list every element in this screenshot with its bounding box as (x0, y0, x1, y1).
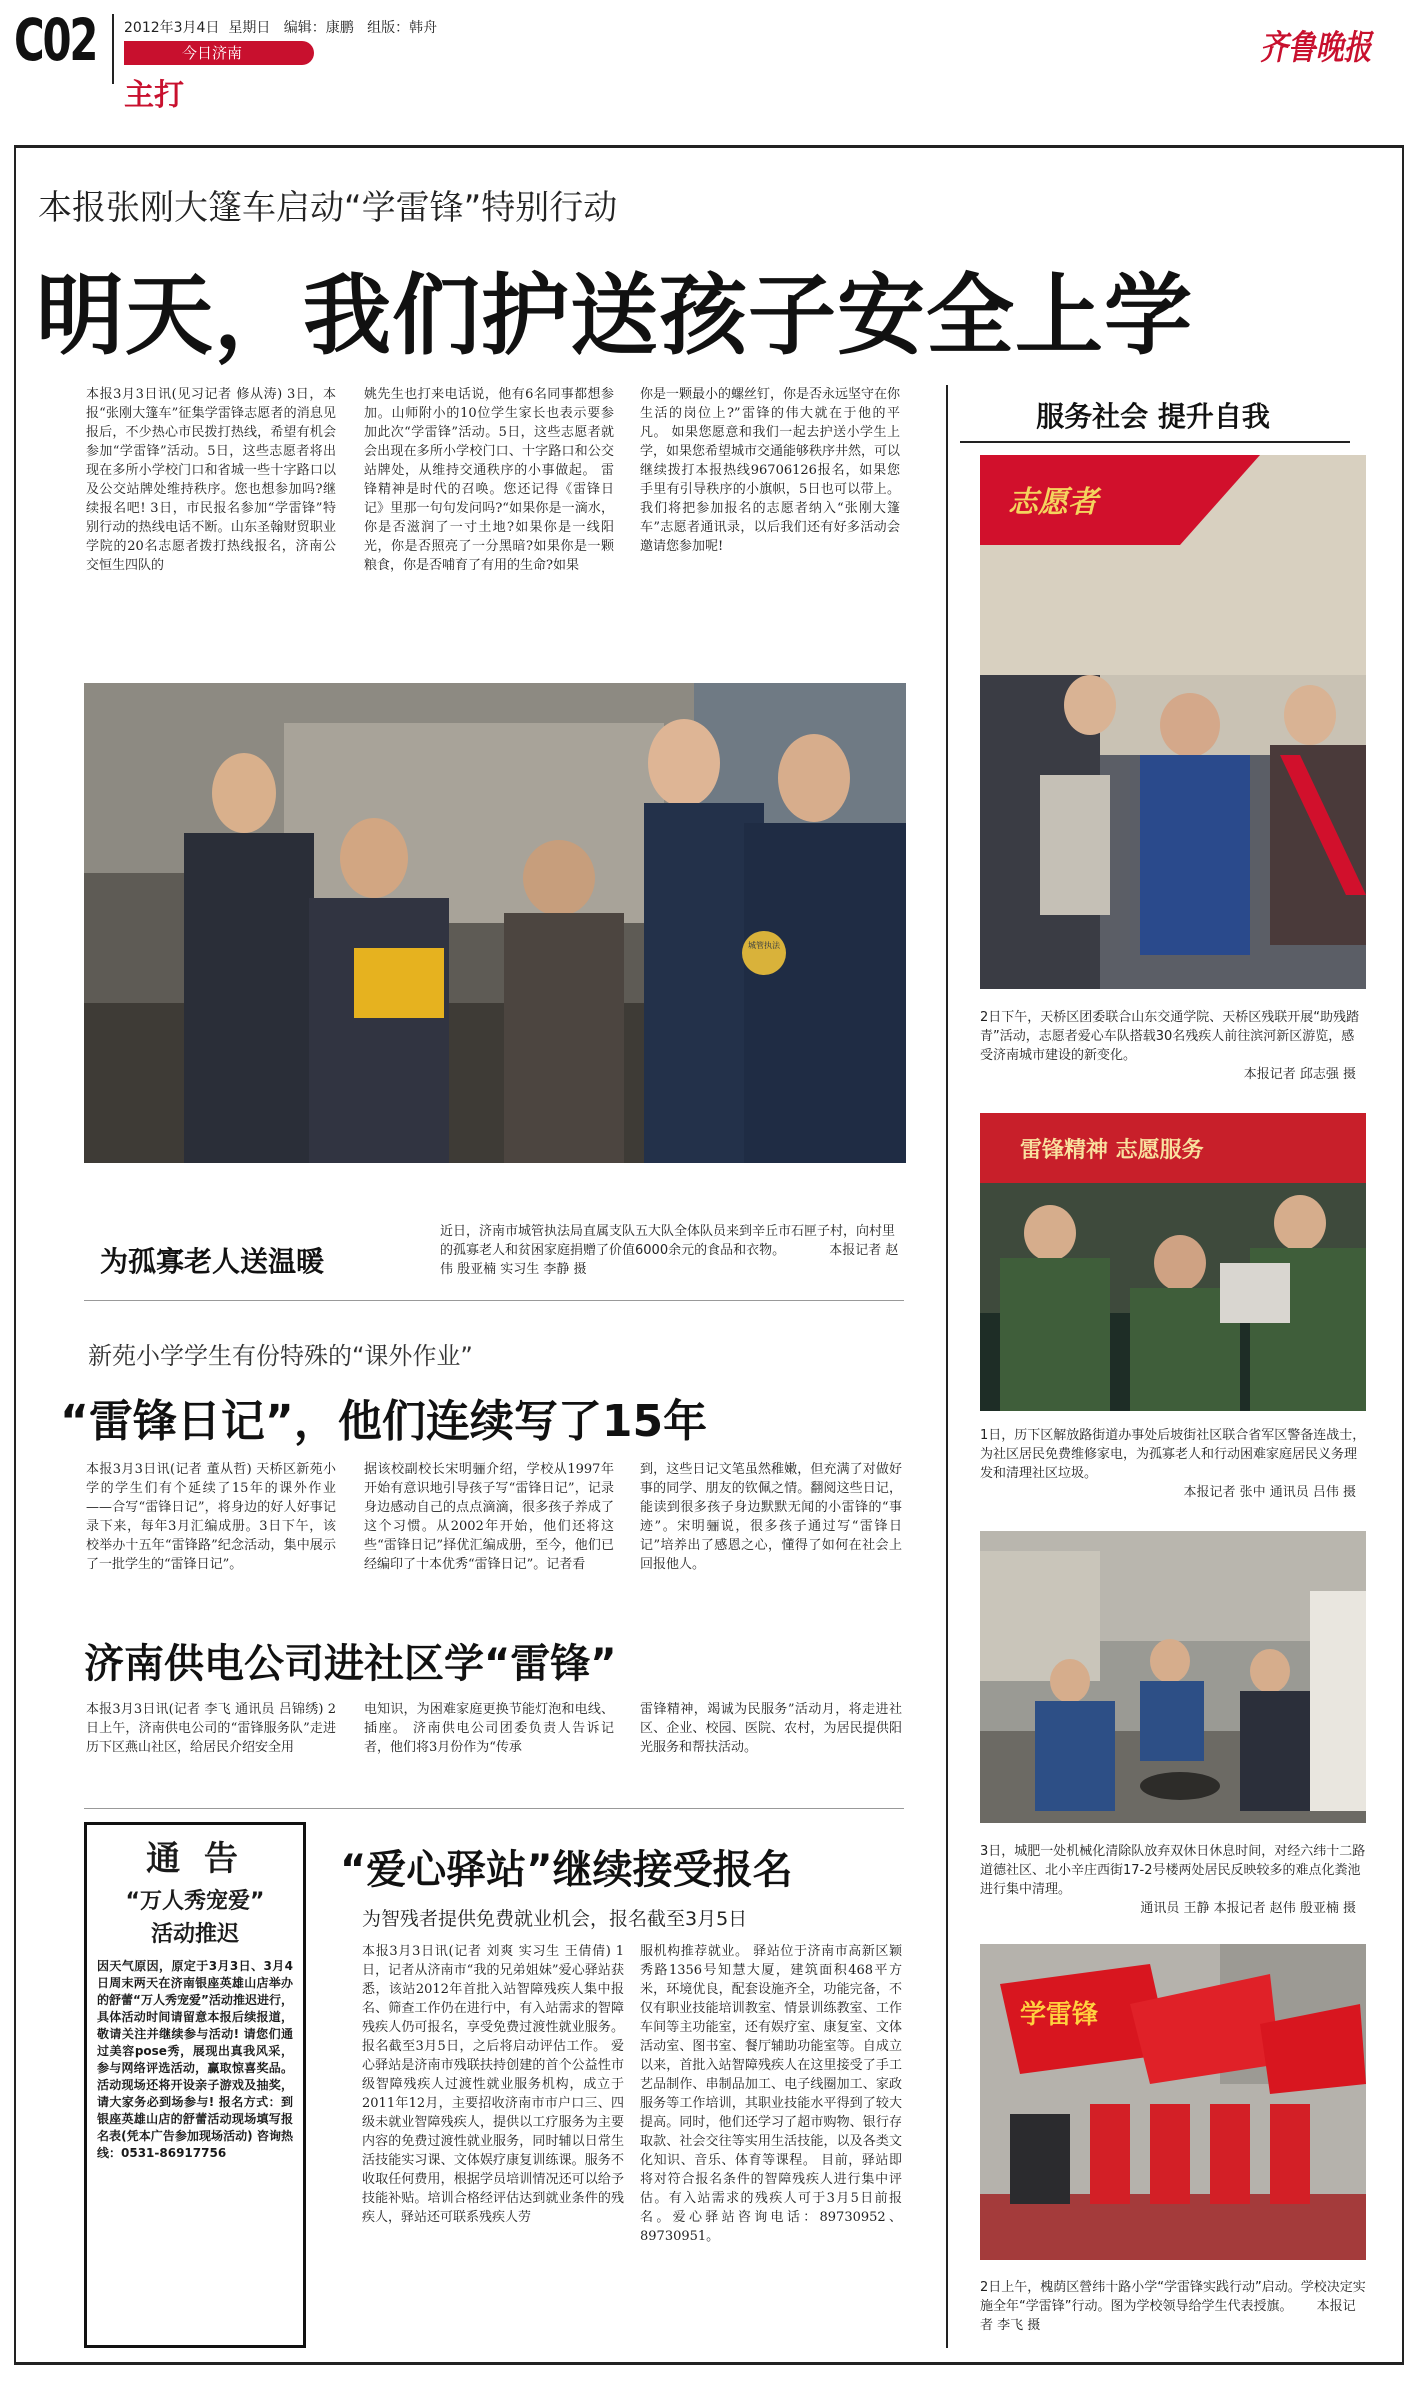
sidebar-credit-2: 本报记者 张中 通讯员 吕伟 摄 (1183, 1485, 1356, 1500)
sidebar-photo-1-banner: 志愿者 (1008, 485, 1098, 520)
sidebar-photo-4-banner: 学雷锋 (1020, 2000, 1099, 2030)
notice-body: 因天气原因，原定于3月3日、3月4日周末两天在济南银座英雄山店举办的舒蕾“万人秀宠爱”活动推迟进行，具体活动时间请留意本报后续报道，敬请关注并继续参与活动! 请您们通过美容pose秀，展现出真我风采，参与网络评选活动，赢取惊喜奖品。 活动现场还将开设亲子游戏及抽奖，请大家务必到场参与! 报名方式：到银座英雄山店的舒蕾活动现场填写报名表(凭本广告参加现场活动) 咨询热线：0531-86917756 (97, 1959, 293, 2160)
issue-weekday: 星期日 (228, 20, 271, 36)
diary-col-3: 到，这些日记文笔虽然稚嫩，但充满了对做好事的同学、朋友的钦佩之情。翻阅这些日记，能读到很多孩子身边默默无闻的小雷锋的“事迹”。宋明骊说，很多孩子通过写“雷锋日记”培养出了感恩之心，懂得了如何在社会上回报他人。 (640, 1462, 902, 1572)
lead-kicker: 本报张刚大篷车启动“学雷锋”特别行动 (38, 188, 618, 228)
sidebar-credit-4: 本报记者 李飞 摄 (980, 2299, 1356, 2333)
sidebar-photo-1 (980, 455, 1366, 989)
main-photo (84, 683, 906, 1163)
sidebar-caption-3-text: 3日，城肥一处机械化清除队放弃双休日休息时间，对经六纬十二路道德社区、北小辛庄西街17-2号楼两处居民反映较多的难点化粪池进行集中清理。 (980, 1844, 1366, 1897)
aixin-col-2: 服机构推荐就业。 驿站位于济南市高新区颖秀路1356号知慧大厦，建筑面积468平方米，环境优良，配套设施齐全，功能完备，不仅有职业技能培训教室、情景训练教室、工作车间等主功能室，还有娱疗室、康复室、文体活动室、图书室、餐厅辅助功能室等。自成立以来，首批入站智障残疾人在这里接受了手工艺品制作、串制品加工、电子线圈加工、家政服务等工作培训，其职业技能水平得到了较大提高。同时，他们还学习了超市购物、银行存取款、社会交往等实用生活技能，以及各类文化知识、音乐、体育等课程。 目前，驿站即将对符合报名条件的智障残疾人进行集中评估。有入站需求的残疾人可于3月5日前报名。爱心驿站咨询电话：89730952、89730951。 (640, 1944, 902, 2244)
power-col-2: 电知识，为困难家庭更换节能灯泡和电线、插座。 济南供电公司团委负责人告诉记者，他们将3月份作为“传承 (364, 1702, 614, 1755)
sidebar-title-rule (960, 441, 1350, 443)
sidebar-caption-2-text: 1日，历下区解放路街道办事处后坡街社区联合省军区警备连战士，为社区居民免费维修家电，为孤寡老人和行动困难家庭居民义务理发和清理社区垃圾。 (980, 1428, 1366, 1481)
power-col-1: 本报3月3日讯(记者 李飞 通讯员 吕锦绣) 2日上午，济南供电公司的“雷锋服务队”走进历下区燕山社区，给居民介绍安全用 (86, 1702, 336, 1755)
sidebar-credit-3: 通讯员 王静 本报记者 赵伟 殷亚楠 摄 (1140, 1901, 1356, 1916)
main-photo-image (84, 683, 906, 1163)
section-tag: 今日济南 (124, 41, 314, 65)
sidebar-photo-4-image (980, 1944, 1366, 2260)
lead-headline: 明天，我们护送孩子安全上学 (36, 264, 1194, 367)
sidebar-caption-1 (980, 1008, 1366, 1094)
aixin-col-1: 本报3月3日讯(记者 刘爽 实习生 王倩倩) 1日，记者从济南市“我的兄弟姐妹”爱心驿站获悉，该站2012年首批入站智障残疾人集中报名、筛查工作仍在进行中，有入站需求的智障残疾人仍可报名，享受免费过渡性就业服务。报名截至3月5日，之后将启动评估工作。 爱心驿站是济南市残联扶持创建的首个公益性市级智障残疾人过渡性就业服务机构，成立于2011年12月，主要招收济南市市户口三、四级未就业智障残疾人，提供以工疗服务为主要内容的免费过渡性就业服务，同时辅以日常生活技能实习课、文体娱疗康复训练课。服务不收取任何费用，根据学员培训情况还可以给予技能补贴。培训合格经评估达到就业条件的残疾人，驿站还可联系残疾人劳 (362, 1944, 624, 2225)
sidebar-photo-4 (980, 1944, 1366, 2260)
section-name: 主打 (124, 78, 184, 113)
main-photo-title: 为孤寡老人送温暖 (100, 1245, 325, 1278)
sidebar-credit-1: 本报记者 邱志强 摄 (1243, 1067, 1356, 1082)
page-right-rule (1402, 145, 1404, 2365)
sidebar-photo-3-image (980, 1531, 1366, 1823)
lead-col-2: 姚先生也打来电话说，他有6名同事都想参加。山师附小的10位学生家长也表示要参加此次“学雷锋”活动。5日，这些志愿者就会出现在多所小学校门口、十字路口和公交站牌处，从维持交通秩序的小事做起。 雷锋精神是时代的召唤。您还记得《雷锋日记》里那一句句发问吗?“如果你是一滴水，你是否滋润了一寸土地?如果你是一线阳光，你是否照亮了一分黑暗?如果你是一颗粮食，你是否哺育了有用的生命?如果 (364, 387, 614, 573)
sidebar-caption-3 (980, 1842, 1366, 1928)
sidebar-caption-4 (980, 2278, 1366, 2348)
header-rule (14, 145, 1404, 148)
header-divider (112, 14, 114, 84)
sidebar-photo-2-banner: 雷锋精神 志愿服务 (1020, 1138, 1204, 1163)
header-meta (124, 17, 437, 37)
sidebar-photo-1-image (980, 455, 1366, 989)
aixin-headline: “爱心驿站”继续接受报名 (340, 1847, 793, 1893)
notice-subtitle-1: “万人秀宠爱” (125, 1889, 265, 1914)
divider-1 (84, 1300, 904, 1301)
sidebar-caption-2 (980, 1426, 1366, 1512)
page-number: C02 (14, 6, 97, 74)
issue-date: 2012年3月4日 (124, 20, 220, 36)
main-photo-caption-text: 近日，济南市城管执法局直属支队五大队全体队员来到辛丘市石匣子村，向村里的孤寡老人和贫困家庭捐赠了价值6000余元的食品和衣物。 (440, 1224, 896, 1258)
notice-title: 通 告 (146, 1839, 244, 1879)
main-photo-caption (440, 1222, 902, 1286)
sidebar-photo-3 (980, 1531, 1366, 1823)
diary-kicker: 新苑小学学生有份特殊的“课外作业” (88, 1342, 473, 1370)
power-headline: 济南供电公司进社区学“雷锋” (84, 1641, 617, 1687)
notice-subtitle-2: 活动推迟 (150, 1922, 239, 1947)
sidebar-title: 服务社会 提升自我 (1036, 400, 1270, 433)
power-col-3: 雷锋精神，竭诚为民服务”活动月，将走进社区、企业、校园、医院、农村，为居民提供阳光服务和帮扶活动。 (640, 1702, 902, 1755)
lead-col-3: 你是一颗最小的螺丝钉，你是否永远坚守在你生活的岗位上?”雷锋的伟大就在于他的平凡。 如果您愿意和我们一起去护送小学生上学，如果您希望城市交通能够秩序井然，可以继续拨打本报热线96706126报名，如果您手里有引导秩序的小旗帜，5日也可以带上。我们将把参加报名的志愿者纳入“张刚大篷车”志愿者通讯录，以后我们还有好多活动会邀请您参加呢! (640, 387, 900, 554)
page-left-rule (14, 145, 16, 2365)
main-photo-credit: 本报记者 赵伟 殷亚楠 实习生 李静 摄 (440, 1243, 899, 1277)
notice-box (84, 1822, 306, 2348)
editor-credit: 编辑：康鹏 (283, 20, 354, 36)
diary-col-1: 本报3月3日讯(记者 董从哲) 天桥区新苑小学的学生们有个延续了15年的课外作业——合写“雷锋日记”，将身边的好人好事记录下来，每年3月汇编成册。3日下午，该校举办十五年“雷锋路”纪念活动，集中展示了一批学生的“雷锋日记”。 (86, 1462, 336, 1572)
sidebar-photo-2 (980, 1113, 1366, 1411)
sidebar-caption-4-text: 2日上午，槐荫区營纬十路小学“学雷锋实践行动”启动。学校决定实施全年“学雷锋”行动。图为学校领导给学生代表授旗。 (980, 2280, 1366, 2314)
lead-col-1: 本报3月3日讯(见习记者 修从涛) 3日，本报“张刚大篷车”征集学雷锋志愿者的消息见报后，不少热心市民拨打热线，希望有机会参加“学雷锋”活动。5日，这些志愿者将出现在多所小学校门口和省城一些十字路口以及公交站牌处维持秩序。您也想参加吗?继续报名吧! 3日，市民报名参加“学雷锋”特别行动的热线电话不断。山东圣翰财贸职业学院的20名志愿者拨打热线报名，济南公交恒生四队的 (86, 387, 336, 573)
aixin-subhead: 为智残者提供免费就业机会，报名截至3月5日 (362, 1908, 748, 1930)
divider-2 (84, 1808, 904, 1809)
layout-credit: 组版：韩舟 (367, 20, 438, 36)
uniform-badge-text: 城管执法 (748, 941, 780, 950)
sidebar-caption-1-text: 2日下午，天桥区团委联合山东交通学院、天桥区残联开展“助残踏青”活动，志愿者爱心车队搭载30名残疾人前往滨河新区游览，感受济南城市建设的新变化。 (980, 1010, 1360, 1063)
diary-col-2: 据该校副校长宋明骊介绍，学校从1997年开始有意识地引导孩子写“雷锋日记”，记录身边感动自己的点点滴滴，很多孩子养成了这个习惯。从2002年开始，他们还将这些“雷锋日记”择优汇编成册，至今，他们已经编印了十本优秀“雷锋日记”。记者看 (364, 1462, 614, 1572)
diary-headline: “雷锋日记”，他们连续写了15年 (60, 1396, 708, 1447)
page-bottom-rule (14, 2362, 1404, 2365)
newspaper-logo: 齐鲁晚报 (1260, 28, 1372, 68)
